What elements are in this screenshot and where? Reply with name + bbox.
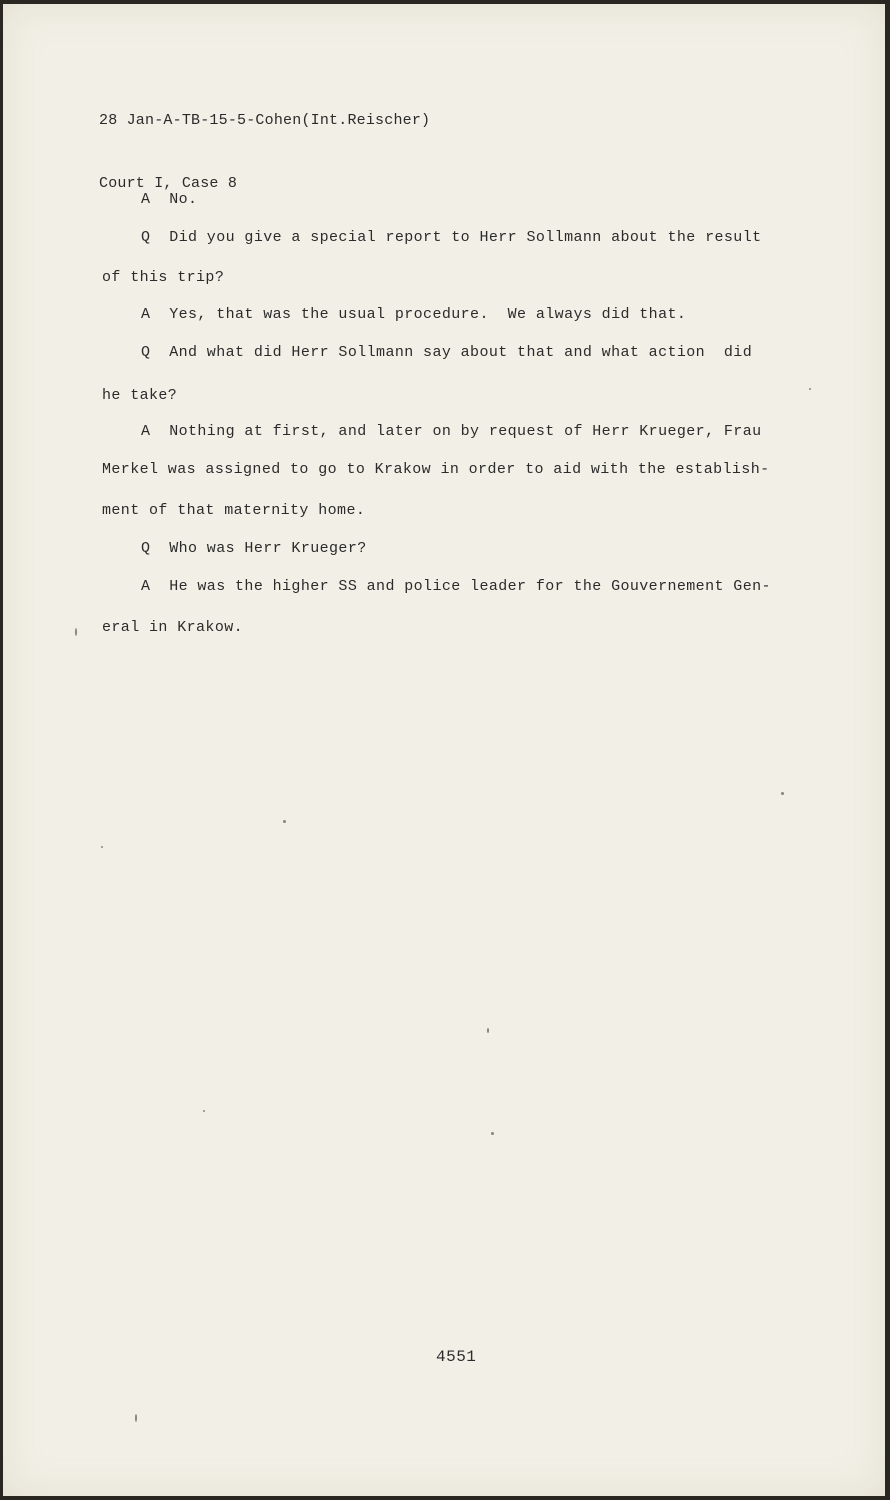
transcript-line: Merkel was assigned to go to Krakow in order to aid with the establish- [102,461,770,478]
paper-speck [283,820,286,823]
transcript-line: Q And what did Herr Sollmann say about that and what action did [141,344,753,361]
transcript-line: A He was the higher SS and police leader for the Gouvernement Gen- [141,578,771,595]
transcript-line: of this trip? [102,269,225,286]
transcript-line: eral in Krakow. [102,619,244,636]
paper-speck [135,1414,137,1422]
transcript-line: he take? [102,387,178,404]
header-court-line: Court I, Case 8 [99,175,238,192]
transcript-line: Q Who was Herr Krueger? [141,540,367,557]
paper-speck [75,628,77,636]
transcript-line: A Yes, that was the usual procedure. We always did that. [141,306,687,323]
document-header [99,68,430,236]
paper-speck [487,1028,489,1033]
paper-speck [491,1132,494,1135]
paper-speck [101,846,103,848]
document-page [3,4,885,1496]
paper-speck [203,1110,205,1112]
transcript-line: Q Did you give a special report to Herr Sollmann about the result [141,229,762,246]
page-number: 4551 [436,1348,477,1366]
transcript-line: A Nothing at first, and later on by request of Herr Krueger, Frau [141,423,762,440]
paper-speck [809,388,811,390]
transcript-line: ment of that maternity home. [102,502,366,519]
transcript-line: A No. [141,191,198,208]
header-reference-line: 28 Jan-A-TB-15-5-Cohen(Int.Reischer) [99,112,431,129]
paper-speck [781,792,784,795]
